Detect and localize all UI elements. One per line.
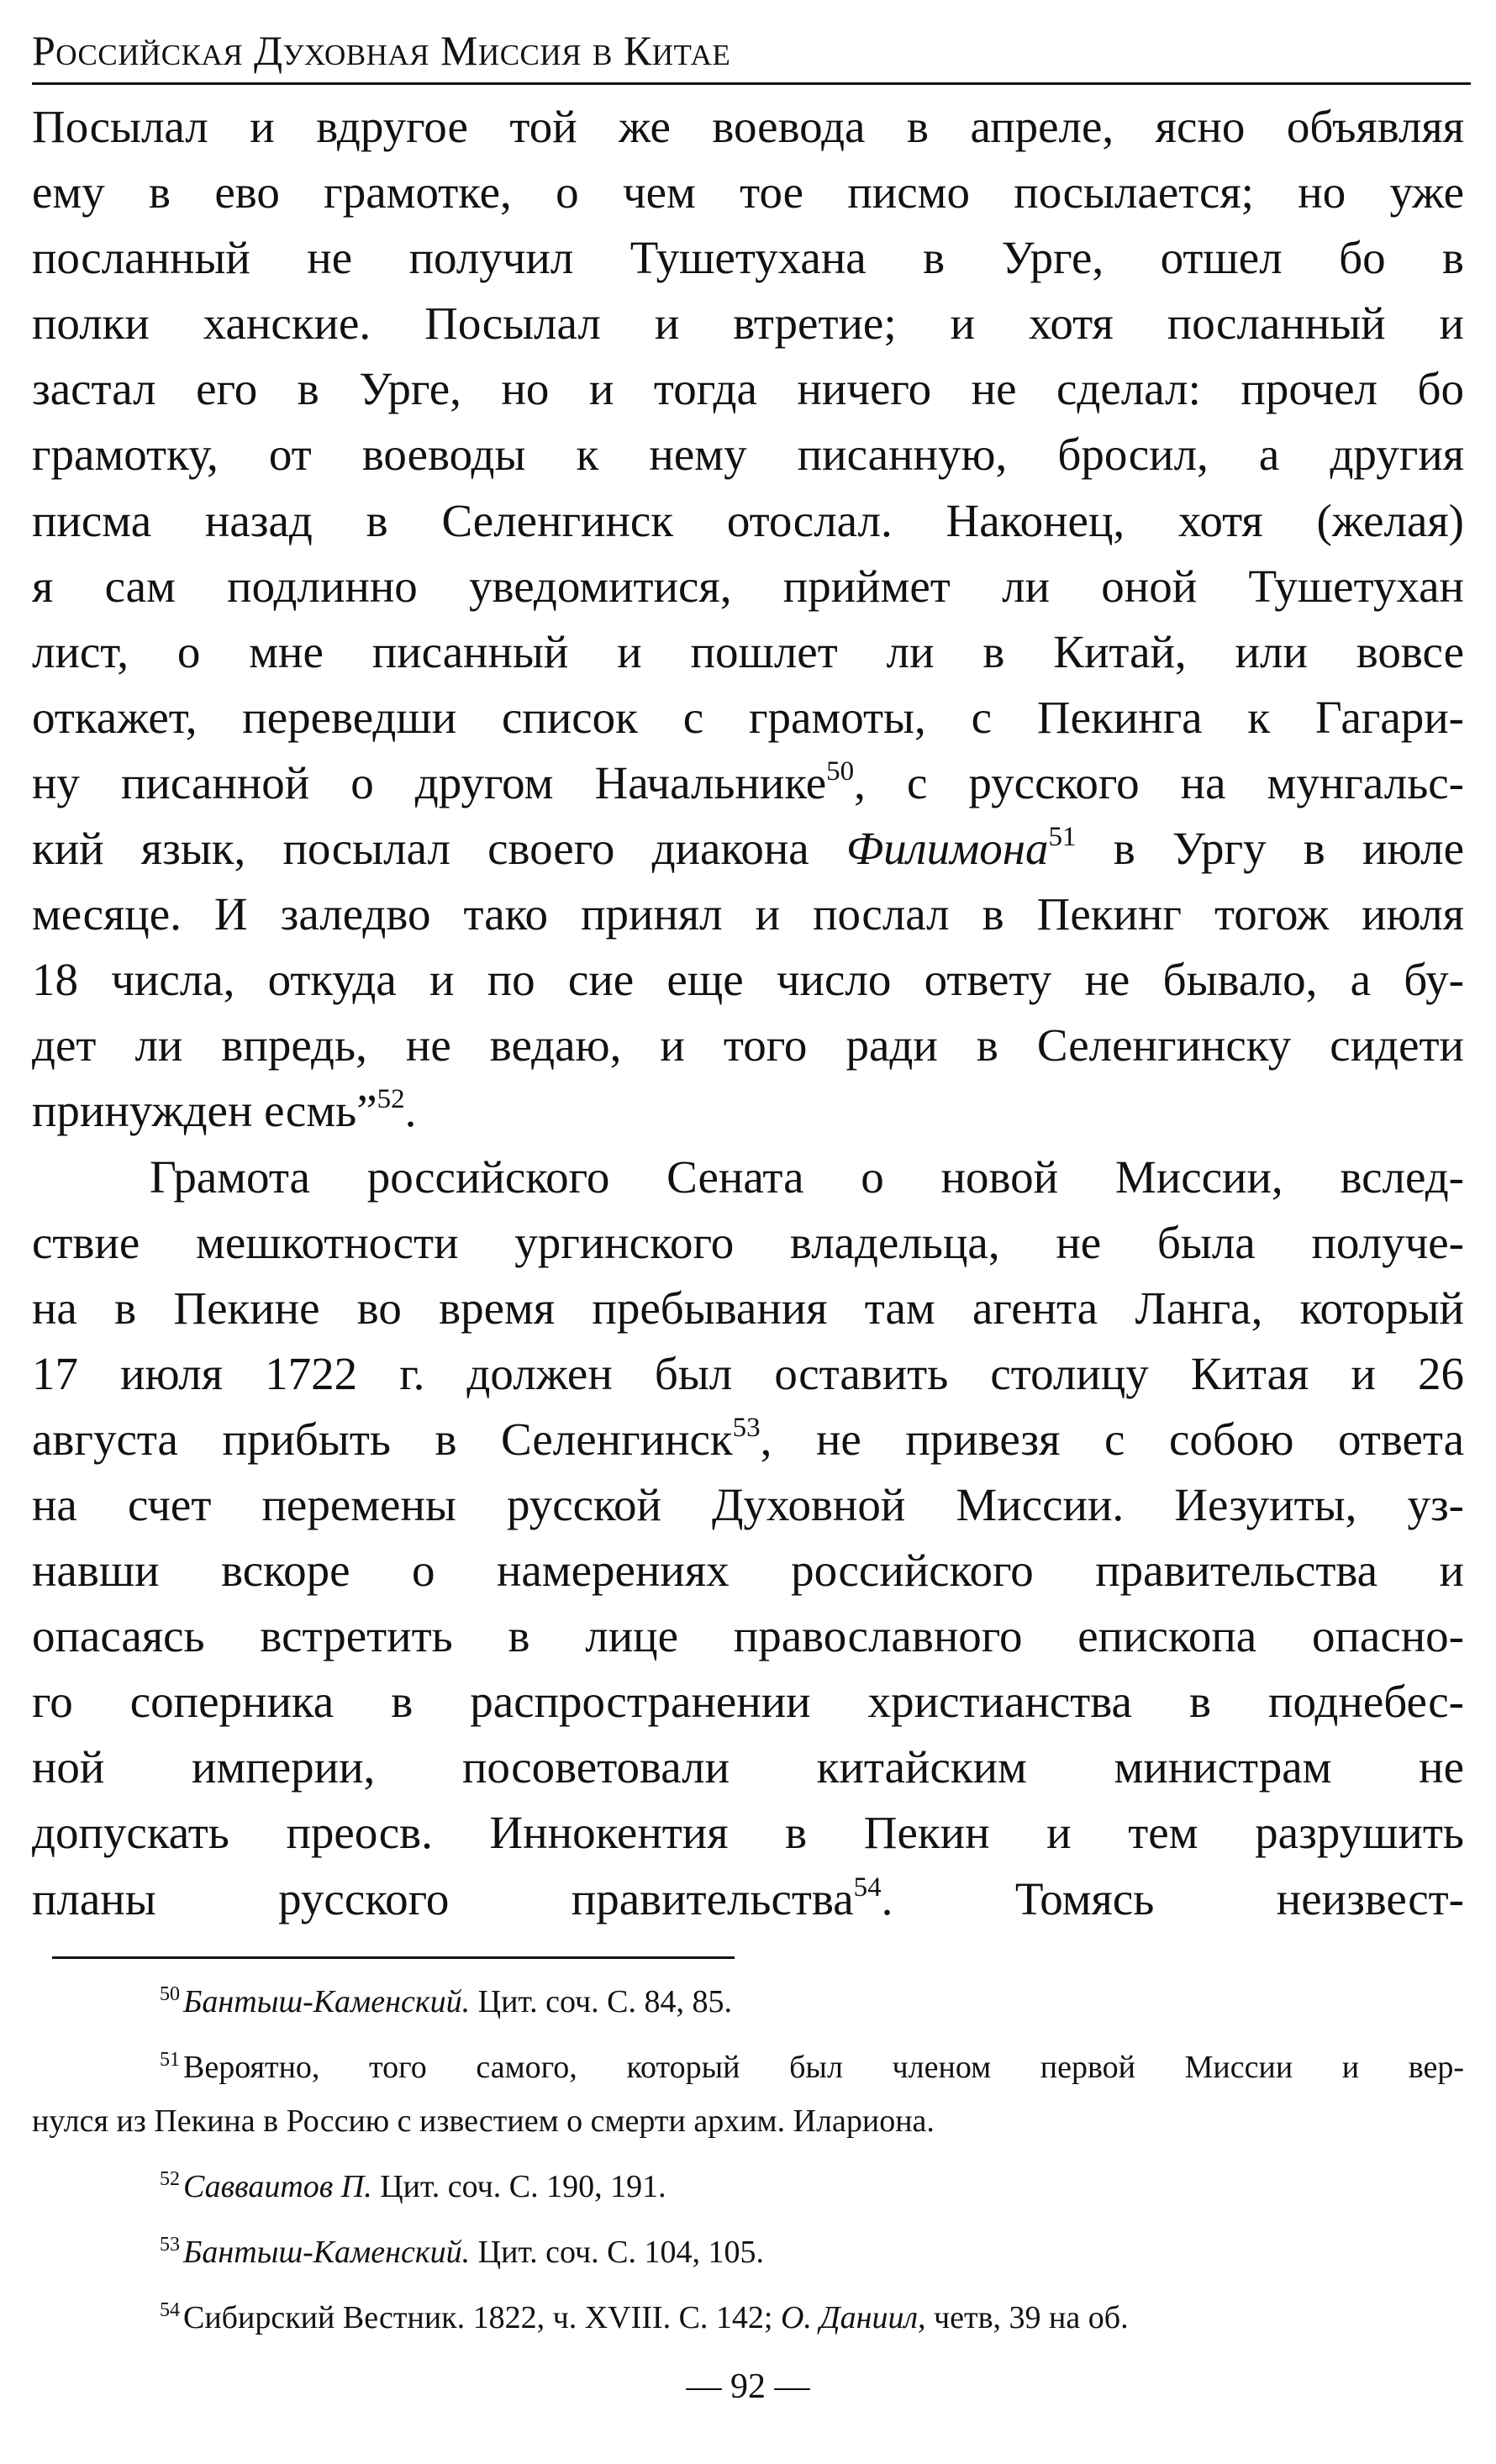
text-line [32, 1341, 1464, 1407]
italic-name: Бантыш-Каменский. [183, 1984, 471, 2019]
text-line [32, 422, 1464, 487]
text-segment: ной империи, посоветовали китайским министрам не [32, 1741, 1464, 1793]
text-line [32, 356, 1464, 422]
footnote-ref: 54 [853, 1872, 882, 1903]
footnote-number: 51 [160, 2049, 180, 2071]
text-line [32, 619, 1464, 685]
header-rule [32, 82, 1471, 85]
footnote-gap [32, 2214, 1464, 2225]
text-segment: на счет перемены русской Духовной Миссии. Иезуиты, уз- [32, 1478, 1464, 1530]
text-line [32, 750, 1464, 816]
text-segment: . Томясь неизвест- [881, 1872, 1464, 1924]
footnote-ref: 51 [1048, 822, 1077, 853]
text-line [32, 816, 1464, 882]
text-segment: , не привезя с собою ответа [760, 1413, 1464, 1465]
text-line [32, 94, 1464, 160]
footnote-ref: 50 [826, 756, 855, 787]
text-line [32, 1078, 1464, 1144]
footnote [32, 2040, 1464, 2148]
text-line [32, 685, 1464, 750]
text-segment: Цит. соч. С. 104, 105. [470, 2235, 765, 2270]
text-segment: четв, 39 на об. [925, 2300, 1129, 2335]
footnote [32, 2291, 1464, 2345]
text-segment: Грамота российского Сената о новой Миссии, вслед- [150, 1150, 1464, 1203]
footnote-ref: 53 [732, 1412, 761, 1443]
text-segment: принужден есмь” [32, 1085, 377, 1137]
text-line [32, 947, 1464, 1013]
text-segment: месяце. И заледво тако принял и послал в Пекинг тогож июля [32, 888, 1464, 940]
footnote-number: 53 [160, 2234, 180, 2256]
text-segment: я сам подлинно уведомитися, приймет ли оной Тушетухан [32, 560, 1464, 612]
text-segment: нулся из Пекина в Россию с известием о смерти архим. Илариона. [32, 2103, 935, 2139]
footnote-separator [52, 1956, 735, 1959]
footnote-number: 52 [160, 2168, 180, 2190]
text-segment: навши вскоре о намерениях российского правительства и [32, 1545, 1464, 1597]
footnote-gap [32, 2029, 1464, 2040]
text-segment: Вероятно, того самого, который был членом первой Миссии и вер- [183, 2050, 1464, 2085]
text-line [32, 1866, 1464, 1932]
text-segment: ему в ево грамотке, о чем тое писмо посылается; но уже [32, 166, 1464, 218]
footnote-line [32, 2094, 1464, 2148]
page-number: — 92 — [686, 2367, 810, 2406]
text-segment: лист, о мне писанный и пошлет ли в Китай, или вовсе [32, 625, 1464, 677]
text-line [32, 225, 1464, 291]
text-segment: ствие мешкотности ургинского владельца, не была получе- [32, 1216, 1464, 1268]
text-segment: в Ургу в июле [1076, 823, 1464, 875]
text-line [32, 554, 1464, 619]
text-line [32, 1603, 1464, 1669]
running-title: Российская Духовная Миссия в Китае [32, 27, 731, 74]
text-line [32, 1669, 1464, 1735]
text-segment: дет ли впредь, не ведаю, и того ради в Селенгинску сидети [32, 1019, 1464, 1071]
text-line [32, 882, 1464, 947]
text-line [32, 488, 1464, 554]
text-segment: , с русского на мунгальс- [854, 756, 1464, 808]
text-segment: застал его в Урге, но и тогда ничего не сделал: прочел бо [32, 363, 1464, 415]
footnote-gap [32, 2279, 1464, 2291]
text-segment: полки ханские. Посылал и втретие; и хотя посланный и [32, 297, 1464, 350]
text-line [32, 1407, 1464, 1472]
italic-name: О. Даниил, [780, 2300, 926, 2335]
footnote-ref: 52 [377, 1084, 405, 1115]
text-segment: допускать преосв. Иннокентия в Пекин и тем разрушить [32, 1807, 1464, 1859]
text-segment: Цит. соч. С. 84, 85. [470, 1984, 733, 2019]
text-segment: 17 июля 1722 г. должен был оставить столицу Китая и 26 [32, 1347, 1464, 1399]
text-line [32, 1145, 1464, 1210]
text-segment: писма назад в Селенгинск отослал. Наконец, хотя (желая) [32, 494, 1464, 546]
text-segment: ну писанной о другом Начальнике [32, 756, 827, 808]
text-segment: планы русского правительства [32, 1872, 854, 1924]
footnote-line [32, 2225, 1464, 2279]
text-line [32, 1276, 1464, 1341]
footnote-line [32, 2160, 1464, 2214]
text-segment: откажет, переведши список с грамоты, с Пекинга к Гагари- [32, 691, 1464, 743]
footnote [32, 2160, 1464, 2214]
text-segment: посланный не получил Тушетухана в Урге, отшел бо в [32, 232, 1464, 284]
text-segment: грамотку, от воеводы к нему писанную, бросил, а другия [32, 429, 1464, 481]
text-segment: опасаясь встретить в лице православного епископа опасно- [32, 1610, 1464, 1662]
footnote-line [32, 2040, 1464, 2094]
footnote-number: 54 [160, 2299, 180, 2321]
text-line [32, 1538, 1464, 1603]
text-line [32, 1013, 1464, 1078]
text-line [32, 160, 1464, 225]
text-line [32, 1472, 1464, 1538]
main-text-block [32, 94, 1464, 1932]
italic-name: Филимона [845, 823, 1049, 875]
text-line [32, 1800, 1464, 1866]
footnote-line [32, 2291, 1464, 2345]
footnote-gap [32, 2148, 1464, 2160]
footnote-line [32, 1975, 1464, 2029]
text-segment: августа прибыть в Селенгинск [32, 1413, 733, 1465]
footnote [32, 2225, 1464, 2279]
text-segment: Сибирский Вестник. 1822, ч. XVIII. С. 142; [183, 2300, 781, 2335]
text-segment: . [404, 1085, 417, 1137]
italic-name: Савваитов П. [183, 2169, 372, 2204]
footnote [32, 1975, 1464, 2029]
footnote-number: 50 [160, 1983, 180, 2005]
text-segment: го соперника в распространении христианства в поднебес- [32, 1676, 1464, 1728]
text-segment: кий язык, посылал своего диакона [32, 823, 846, 875]
text-segment: Цит. соч. С. 190, 191. [371, 2169, 666, 2204]
text-segment: Посылал и вдругое той же воевода в апреле, ясно объявляя [32, 101, 1464, 152]
text-line [32, 1735, 1464, 1800]
footnotes-block [32, 1975, 1464, 2345]
text-line [32, 1210, 1464, 1276]
text-segment: на в Пекине во время пребывания там агента Ланга, который [32, 1282, 1464, 1334]
text-line [32, 291, 1464, 356]
italic-name: Бантыш-Каменский. [183, 2235, 471, 2270]
text-segment: 18 числа, откуда и по сие еще число ответу не бывало, а бу- [32, 954, 1464, 1006]
